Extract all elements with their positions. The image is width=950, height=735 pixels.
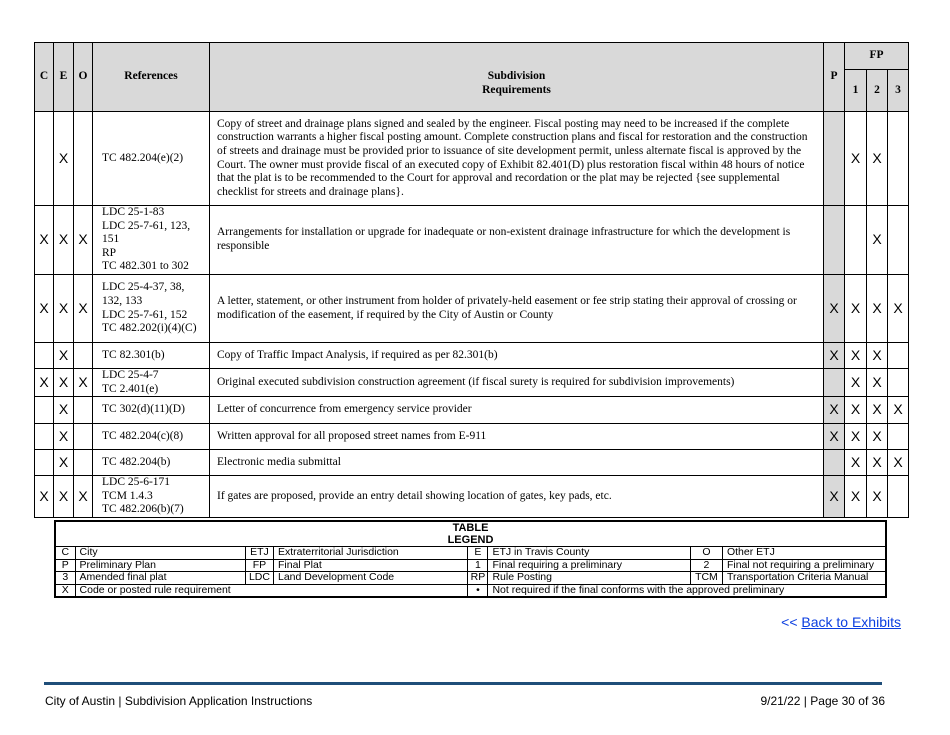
- cell-requirement: A letter, statement, or other instrument from holder of privately-held easement or fee strip stating their approval of crossing or modification of the easement, if required by the City of Austin or County: [210, 275, 824, 343]
- col-header-o: O: [74, 43, 93, 112]
- cell-fp3: [888, 476, 909, 518]
- reference-line: LDC 25-4-7: [102, 369, 159, 381]
- table-row: [35, 343, 909, 369]
- cell-requirement: Arrangements for installation or upgrade for inadequate or non-existent drainage infrastructure for which the development is responsible: [210, 206, 824, 275]
- cell-e: X: [54, 397, 74, 424]
- reference-line: TC 2.401(e): [102, 382, 159, 395]
- legend-label: Final Plat: [273, 559, 467, 572]
- cell-references: [93, 112, 210, 206]
- col-header-e: E: [54, 43, 74, 112]
- reference-line: LDC 25-7-61, 152: [102, 308, 188, 321]
- legend-code: E: [468, 547, 488, 560]
- reference-line: TC 482.206(b)(7): [102, 503, 184, 516]
- reference-line: TC 482.204(e)(2): [102, 151, 184, 164]
- cell-e: X: [54, 450, 74, 476]
- cell-references: [93, 206, 210, 275]
- cell-requirement: Copy of street and drainage plans signed and sealed by the engineer. Fiscal posting may need to be increased if the complete construction warrants a higher fiscal posting amount. Complete construction plans and fiscal for restoration and the construction of streets and drainage must be provided prior to issuance of site development permit, unless alternate fiscal is approved by the Court. The owner must provide fiscal of an executed copy of Exhibit 82.401(D) plus restoration fiscal within 48 hours of notice that the plat is to be recommended to the Court for approval and recordation or the plat may be rejected {see supplemental checklist for streets and drainage plans}.: [210, 112, 824, 206]
- cell-references: [93, 343, 210, 369]
- cell-e: X: [54, 424, 74, 450]
- cell-fp1: X: [845, 397, 867, 424]
- col-header-fp1: 1: [845, 70, 867, 112]
- table-row: [35, 112, 909, 206]
- cell-p: [824, 112, 845, 206]
- cell-c: [35, 397, 54, 424]
- cell-fp3: [888, 112, 909, 206]
- legend-label: Rule Posting: [488, 572, 690, 585]
- table-row: [35, 424, 909, 450]
- legend-label: Code or posted rule requirement: [75, 584, 468, 597]
- cell-fp3: [888, 369, 909, 397]
- cell-e: X: [54, 275, 74, 343]
- cell-fp1: X: [845, 112, 867, 206]
- legend-code: ETJ: [245, 547, 273, 560]
- legend-label: Land Development Code: [273, 572, 467, 585]
- reference-line: LDC 25-4-37, 38, 132, 133: [102, 281, 185, 307]
- reference-line: TC 482.204(c)(8): [102, 429, 184, 442]
- cell-e: X: [54, 112, 74, 206]
- cell-o: [74, 112, 93, 206]
- legend-code: FP: [245, 559, 273, 572]
- cell-references: [93, 476, 210, 518]
- cell-requirement: If gates are proposed, provide an entry detail showing location of gates, key pads, etc.: [210, 476, 824, 518]
- footer-page-info: 9/21/22 | Page 30 of 36: [760, 694, 885, 708]
- legend-label: Extraterritorial Jurisdiction: [273, 547, 467, 560]
- cell-fp2: X: [867, 450, 888, 476]
- cell-o: X: [74, 206, 93, 275]
- cell-fp2: X: [867, 112, 888, 206]
- cell-c: X: [35, 369, 54, 397]
- table-row: [35, 450, 909, 476]
- legend-row: [55, 572, 886, 585]
- cell-e: X: [54, 476, 74, 518]
- cell-fp2: X: [867, 424, 888, 450]
- reference-line: TC 482.202(i)(4)(C): [102, 322, 197, 335]
- cell-p: X: [824, 343, 845, 369]
- cell-fp1: X: [845, 369, 867, 397]
- table-row: [35, 206, 909, 275]
- cell-e: X: [54, 343, 74, 369]
- table-row: [35, 369, 909, 397]
- cell-requirement: Written approval for all proposed street names from E-911: [210, 424, 824, 450]
- cell-references: [93, 369, 210, 397]
- cell-fp2: X: [867, 343, 888, 369]
- cell-fp1: X: [845, 275, 867, 343]
- legend-code: LDC: [245, 572, 273, 585]
- requirements-table: [34, 42, 909, 518]
- requirements-header-line2: Requirements: [482, 84, 551, 96]
- legend-label: ETJ in Travis County: [488, 547, 690, 560]
- cell-o: X: [74, 275, 93, 343]
- cell-fp2: X: [867, 476, 888, 518]
- reference-line: LDC 25-1-83: [102, 206, 165, 219]
- legend-label: Final not requiring a preliminary: [722, 559, 886, 572]
- legend-title-line2: LEGEND: [447, 534, 494, 546]
- legend-code: P: [55, 559, 75, 572]
- cell-c: [35, 343, 54, 369]
- cell-c: X: [35, 275, 54, 343]
- cell-requirement: Original executed subdivision construction agreement (if fiscal surety is required for subdivision improvements): [210, 369, 824, 397]
- back-to-exhibits: [781, 614, 901, 630]
- table-row: [35, 397, 909, 424]
- cell-fp2: X: [867, 206, 888, 275]
- col-header-fp: FP: [845, 43, 909, 70]
- reference-line: TC 302(d)(11)(D): [102, 403, 185, 416]
- cell-fp1: X: [845, 450, 867, 476]
- cell-requirement: Letter of concurrence from emergency service provider: [210, 397, 824, 424]
- cell-references: [93, 275, 210, 343]
- cell-e: X: [54, 369, 74, 397]
- legend-code: RP: [468, 572, 488, 585]
- legend-label: Not required if the final conforms with the approved preliminary: [488, 584, 886, 597]
- cell-fp3: X: [888, 397, 909, 424]
- legend-label: Preliminary Plan: [75, 559, 245, 572]
- reference-line: TC 482.204(b): [102, 455, 171, 468]
- cell-o: X: [74, 476, 93, 518]
- back-to-exhibits-link[interactable]: Back to Exhibits: [801, 614, 901, 630]
- cell-fp1: [845, 206, 867, 275]
- reference-line: TC 82.301(b): [102, 348, 165, 361]
- cell-p: [824, 450, 845, 476]
- legend-label: Amended final plat: [75, 572, 245, 585]
- cell-e: X: [54, 206, 74, 275]
- legend-code: 2: [690, 559, 722, 572]
- legend-row: [55, 547, 886, 560]
- cell-fp3: [888, 343, 909, 369]
- cell-o: X: [74, 369, 93, 397]
- legend-code: X: [55, 584, 75, 597]
- cell-c: [35, 112, 54, 206]
- cell-fp2: X: [867, 397, 888, 424]
- cell-p: X: [824, 424, 845, 450]
- cell-fp2: X: [867, 275, 888, 343]
- cell-o: [74, 424, 93, 450]
- cell-p: X: [824, 275, 845, 343]
- cell-requirement: Electronic media submittal: [210, 450, 824, 476]
- cell-fp3: [888, 206, 909, 275]
- cell-fp2: X: [867, 369, 888, 397]
- cell-p: X: [824, 397, 845, 424]
- cell-fp1: X: [845, 343, 867, 369]
- cell-c: X: [35, 476, 54, 518]
- cell-fp1: X: [845, 476, 867, 518]
- cell-requirement: Copy of Traffic Impact Analysis, if required as per 82.301(b): [210, 343, 824, 369]
- col-header-fp3: 3: [888, 70, 909, 112]
- back-arrow-prefix: <<: [781, 614, 802, 630]
- cell-references: [93, 397, 210, 424]
- footer-title: City of Austin | Subdivision Application Instructions: [45, 694, 313, 708]
- footer-divider: [44, 682, 882, 685]
- cell-fp1: X: [845, 424, 867, 450]
- col-header-fp2: 2: [867, 70, 888, 112]
- col-header-c: C: [35, 43, 54, 112]
- table-row: [35, 476, 909, 518]
- cell-o: [74, 397, 93, 424]
- legend-row: [55, 584, 886, 597]
- legend-code: TCM: [690, 572, 722, 585]
- reference-line: TCM 1.4.3: [102, 489, 153, 502]
- cell-p: [824, 369, 845, 397]
- cell-o: [74, 343, 93, 369]
- cell-references: [93, 450, 210, 476]
- cell-fp3: [888, 424, 909, 450]
- col-header-requirements: [210, 43, 824, 112]
- legend-title-line1: TABLE: [452, 522, 489, 534]
- legend-code: 1: [468, 559, 488, 572]
- cell-fp3: X: [888, 450, 909, 476]
- reference-line: TC 482.301 to 302: [102, 260, 189, 273]
- cell-c: [35, 450, 54, 476]
- cell-fp3: X: [888, 275, 909, 343]
- cell-p: [824, 206, 845, 275]
- legend-label: Final requiring a preliminary: [488, 559, 690, 572]
- legend-label: Other ETJ: [722, 547, 886, 560]
- legend-title: [55, 521, 886, 547]
- cell-references: [93, 424, 210, 450]
- col-header-references: References: [93, 43, 210, 112]
- reference-line: RP: [102, 246, 117, 259]
- table-row: [35, 275, 909, 343]
- legend-row: [55, 559, 886, 572]
- requirements-header-line1: Subdivision: [487, 70, 546, 83]
- reference-line: LDC 25-7-61, 123, 151: [102, 219, 191, 246]
- legend-label: City: [75, 547, 245, 560]
- legend-label: Transportation Criteria Manual: [722, 572, 886, 585]
- cell-p: X: [824, 476, 845, 518]
- legend-table: [54, 520, 887, 598]
- cell-c: [35, 424, 54, 450]
- cell-c: X: [35, 206, 54, 275]
- legend-code: 3: [55, 572, 75, 585]
- col-header-p: P: [824, 43, 845, 112]
- bullet-icon: •: [468, 584, 488, 597]
- reference-line: LDC 25-6-171: [102, 476, 171, 489]
- legend-code: O: [690, 547, 722, 560]
- cell-o: [74, 450, 93, 476]
- legend-code: C: [55, 547, 75, 560]
